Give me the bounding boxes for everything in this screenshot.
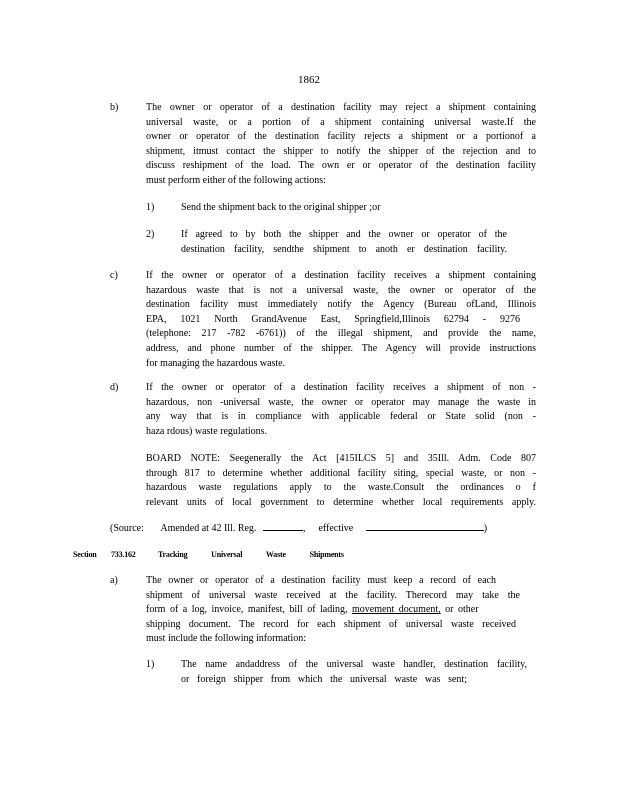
para-b-line-1: The owner or operator of a destination facility may reject a shipment containing <box>146 102 536 113</box>
section-title: Tracking Universal Waste Shipments <box>158 550 344 559</box>
para-c-line-7: for managing the hazardous waste. <box>146 357 286 369</box>
para-d-line-1: If the owner or operator of a destination facility receives a shipment of non - <box>146 382 536 393</box>
section-label: Section <box>73 550 97 559</box>
para-a-item-1-label: 1) <box>146 659 155 670</box>
para-c-label: c) <box>110 270 118 281</box>
source-effective: effective <box>318 523 354 534</box>
board-note-line-3: hazardous waste regulations apply to the waste.Consult the ordinances o f <box>146 482 536 494</box>
para-c-line-4: EPA, 1021 North GrandAvenue East, Springfield,Illinois 62794 - 9276 <box>146 313 520 325</box>
source-effective-blank <box>366 521 484 531</box>
board-note-line-1: BOARD NOTE: Seegenerally the Act [415ILCS 5] and 35Ill. Adm. Code 807 <box>146 453 536 464</box>
para-d-line-4: haza rdous) waste regulations. <box>146 425 268 437</box>
para-b-line-4: shipment, itmust contact the shipper to notify the shipper of the rejection and to <box>146 145 536 157</box>
para-b-line-2: universal waste, or a portion of a shipment containing universal waste.If the <box>146 116 536 128</box>
para-d-label: d) <box>110 382 119 393</box>
para-a-line-3 <box>146 603 479 618</box>
source-close: ) <box>483 523 488 534</box>
source-prefix: (Source: <box>110 523 144 534</box>
para-b-line-6: must perform either of the following actions: <box>146 175 326 186</box>
para-a-line-3-underlined: movement document, <box>352 604 441 616</box>
para-a-line-5: must include the following information: <box>146 633 306 645</box>
para-b-line-5: discuss reshipment of the load. The own er or operator of the destination facility <box>146 160 536 172</box>
para-b-label: b) <box>110 102 119 113</box>
source-comma: , <box>302 523 306 534</box>
para-b-item-2-label: 2) <box>146 229 155 240</box>
para-c-line-1: If the owner or operator of a destination facility receives a shipment containing <box>146 270 536 281</box>
para-a-line-3-tail: or other <box>445 604 479 616</box>
para-b-item-2-line-2: destination facility, sendthe shipment to anoth er destination facility. <box>181 243 507 255</box>
section-number: 733.162 <box>111 550 136 559</box>
para-a-item-1-line-2: or foreign shipper from which the universal waste was sent; <box>181 673 467 685</box>
para-a-label: a) <box>110 575 118 586</box>
source-reg-blank <box>263 521 303 531</box>
para-c-line-6: address, and phone number of the shipper. The Agency will provide instructions <box>146 343 536 354</box>
para-c-line-5: (telephone: 217 -782 -6761)) of the illegal shipment, and provide the name, <box>146 328 536 340</box>
para-a-line-2: shipment of universal waste received at the facility. Therecord may take the <box>146 589 520 601</box>
para-b-item-1-label: 1) <box>146 202 155 213</box>
source-line <box>110 521 487 537</box>
source-text: Amended at 42 Ill. Reg. <box>160 523 257 534</box>
para-d-line-2: hazardous, non -universal waste, the owner or operator may manage the waste in <box>146 396 536 408</box>
page-number: 1862 <box>298 74 320 86</box>
para-a-line-1: The owner or operator of a destination facility must keep a record of each <box>146 575 496 586</box>
para-b-item-1-line-1: Send the shipment back to the original shipper ;or <box>181 202 381 213</box>
para-c-line-2: hazardous waste that is not a universal waste, the owner or operator of the <box>146 284 536 296</box>
para-a-line-3-text: form of a log, invoice, manifest, bill of lading, <box>146 604 348 616</box>
para-b-item-2-line-1: If agreed to by both the shipper and the owner or operator of the <box>181 229 507 240</box>
para-c-line-3: destination facility must immediately notify the Agency (Bureau ofLand, Illinois <box>146 299 536 311</box>
para-a-item-1-line-1: The name andaddress of the universal waste handler, destination facility, <box>181 659 527 670</box>
para-a-line-4: shipping document. The record for each shipment of universal waste received <box>146 618 516 630</box>
board-note-line-2: through 817 to determine whether additional facility siting, special waste, or non - <box>146 467 536 479</box>
para-d-line-3: any way that is in compliance with applicable federal or State solid (non - <box>146 411 536 423</box>
board-note-line-4: relevant units of local government to determine whether local requirements apply. <box>146 496 536 508</box>
para-b-line-3: owner or operator of the destination facility rejects a shipment or a portionof a <box>146 131 536 143</box>
